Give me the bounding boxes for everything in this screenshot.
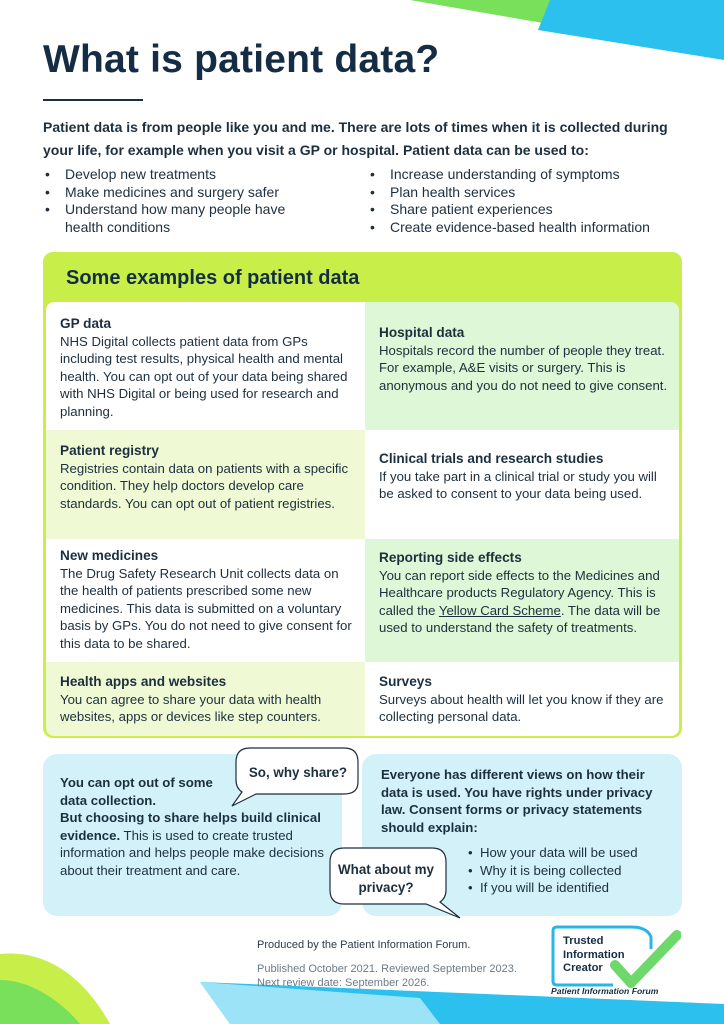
list-item: • Understand how many people have health conditions bbox=[45, 201, 286, 235]
bullet-icon: • bbox=[468, 862, 473, 878]
list-item: • If you will be identified bbox=[468, 880, 610, 896]
bullet-icon: • bbox=[370, 183, 375, 200]
list-item: • Share patient experiences bbox=[370, 201, 553, 217]
yellow-card-scheme-link[interactable]: Yellow Card Scheme bbox=[438, 602, 561, 618]
examples-title: Some examples of patient data bbox=[66, 267, 360, 289]
example-heading: Clinical trials and research studies bbox=[379, 451, 604, 466]
intro-text: Patient data is from people like you and me. There are lots of times when it is collected during your life, for example when you visit a GP or hospital. Patient data can be used to: bbox=[43, 119, 668, 158]
example-health-apps bbox=[46, 662, 365, 736]
list-item: • Increase understanding of symptoms bbox=[370, 166, 620, 182]
example-heading: Hospital data bbox=[379, 325, 465, 340]
bullet-icon: • bbox=[45, 201, 50, 217]
examples-panel bbox=[43, 252, 682, 738]
example-body: NHS Digital collects patient data from GPs including test results, physical health and mental health. You can opt out of your data being shared with NHS Digital or being used for research and planning. bbox=[60, 333, 348, 419]
logo-text: Trusted Information Creator bbox=[563, 935, 625, 975]
list-item: • Create evidence-based health information bbox=[370, 218, 650, 235]
produced-by-text: Produced by the Patient Information Forum. bbox=[257, 939, 471, 951]
bullet-icon: • bbox=[370, 218, 375, 235]
example-body: Hospitals record the number of people they treat. For example, A&E visits or surgery. This is anonymous and you do not need to give consent. bbox=[379, 342, 668, 393]
published-dates: Published October 2021. Reviewed September 2023. Next review date: September 2026. bbox=[257, 963, 517, 989]
privacy-bubble-text: What about my privacy? bbox=[338, 862, 434, 895]
example-gp-data bbox=[46, 302, 365, 430]
page-title: What is patient data? bbox=[43, 38, 440, 81]
example-body: The Drug Safety Research Unit collects data on the health of patients prescribed some new medicines. This data is submitted on a voluntary basis by GPs. You do not need to give consent for this data to be shared. bbox=[60, 565, 352, 651]
privacy-list bbox=[468, 844, 638, 897]
bullet-icon: • bbox=[370, 166, 375, 182]
uses-list-right bbox=[368, 166, 688, 236]
example-heading: Health apps and websites bbox=[60, 674, 227, 689]
list-item: • Make medicines and surgery safer bbox=[45, 183, 279, 200]
uses-list-left bbox=[43, 166, 343, 236]
example-surveys bbox=[365, 662, 679, 736]
example-body: Surveys about health will let you know if they are collecting personal data. bbox=[379, 691, 664, 725]
title-underline bbox=[43, 99, 143, 101]
why-share-text: You can opt out of some data collection. But choosing to share helps build clinical evidence. This is used to create trusted information and helps people make decisions about their treatment and care. bbox=[60, 775, 324, 878]
logo-forum-text: Patient Information Forum bbox=[551, 986, 659, 996]
example-patient-registry bbox=[46, 430, 365, 539]
example-clinical-trials bbox=[365, 430, 679, 539]
example-body: You can report side effects to the Medicines and Healthcare products Regulatory Agency. This is called the Yellow Card Scheme. The data will be used to understand the safety of treatments. bbox=[379, 567, 661, 636]
example-heading: New medicines bbox=[60, 548, 159, 563]
example-heading: Patient registry bbox=[60, 443, 159, 458]
bullet-icon: • bbox=[45, 183, 50, 200]
example-reporting-side-effects bbox=[365, 539, 679, 662]
example-heading: Reporting side effects bbox=[379, 550, 522, 565]
list-item: • How your data will be used bbox=[468, 845, 638, 860]
example-hospital-data bbox=[365, 302, 679, 430]
example-body: Registries contain data on patients with a specific condition. They help doctors develop care standards. You can opt out of patient registries. bbox=[60, 460, 349, 511]
example-heading: Surveys bbox=[379, 674, 432, 689]
privacy-text: Everyone has different views on how their data is used. You have rights under privacy law. Consent forms or privacy statements should explain: bbox=[381, 767, 653, 835]
list-item: • Plan health services bbox=[370, 183, 516, 200]
example-body: You can agree to share your data with health websites, apps or devices like step counters. bbox=[60, 691, 322, 725]
example-body: If you take part in a clinical trial or study you will be asked to consent to your data being used. bbox=[379, 468, 657, 502]
bullet-icon: • bbox=[468, 880, 473, 896]
example-new-medicines bbox=[46, 539, 365, 662]
bullet-icon: • bbox=[45, 166, 50, 182]
bullet-icon: • bbox=[370, 201, 375, 217]
list-item: • Develop new treatments bbox=[45, 166, 216, 182]
example-heading: GP data bbox=[60, 316, 112, 331]
examples-grid bbox=[46, 302, 679, 736]
list-item: • Why it is being collected bbox=[468, 862, 622, 878]
bullet-icon: • bbox=[468, 845, 473, 860]
why-share-bubble-text: So, why share? bbox=[248, 765, 348, 780]
